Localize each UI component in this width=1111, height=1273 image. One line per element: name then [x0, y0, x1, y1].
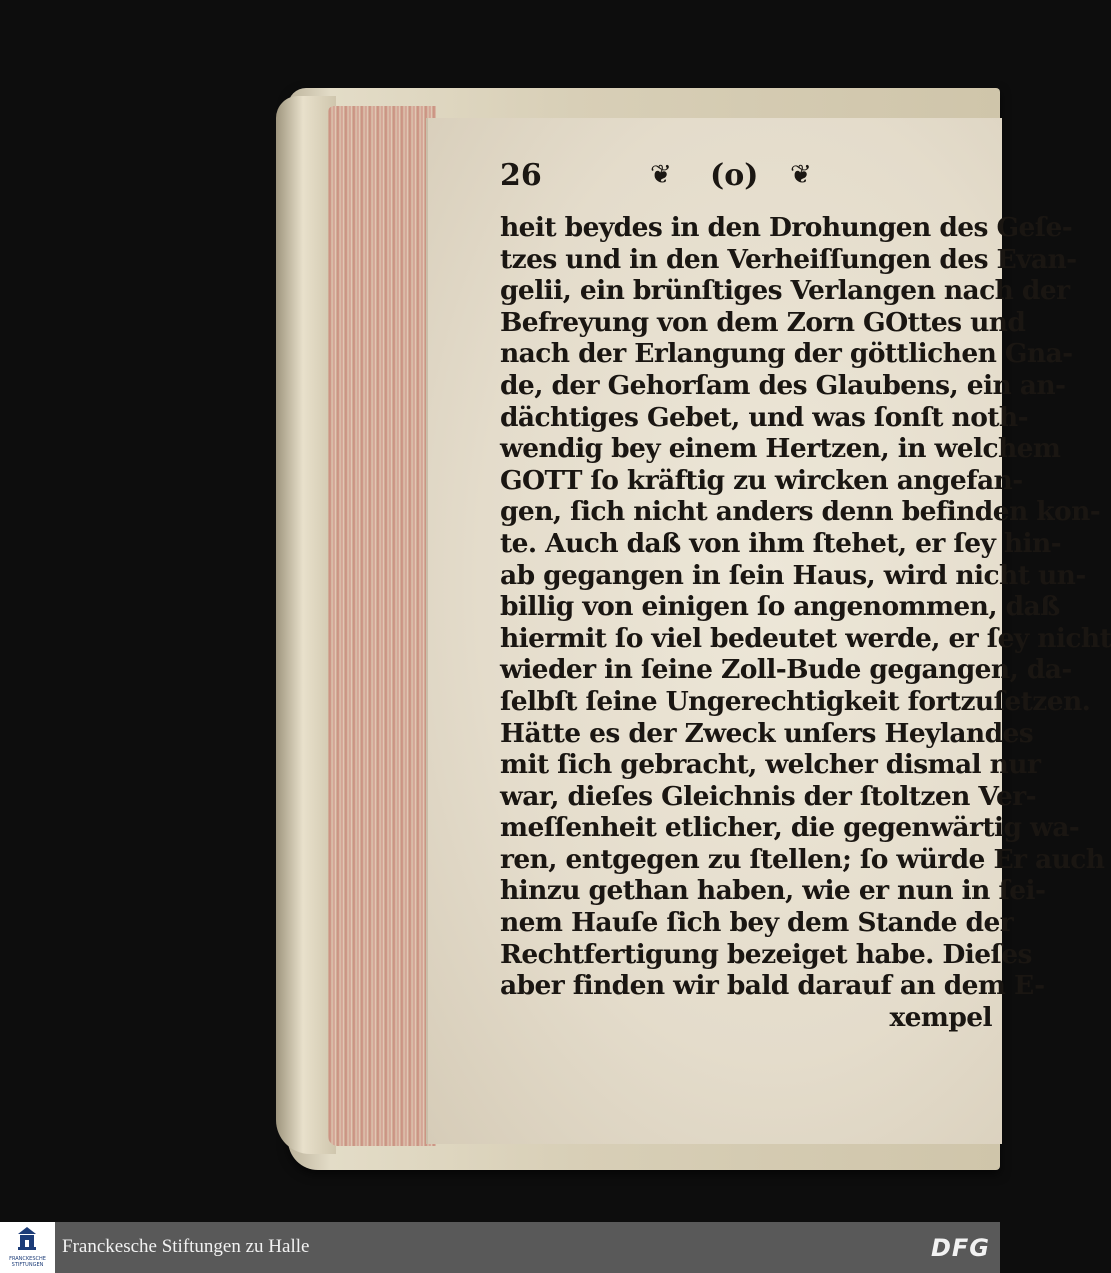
text-line: Rechtfertigung bezeiget habe. Dieſes [500, 938, 1032, 970]
footer-bar [0, 1222, 1000, 1273]
text-line: GOTT ſo kräftig zu wircken angefan- [500, 464, 1023, 496]
text-line: wendig bey einem Hertzen, in welchem [500, 433, 1061, 465]
text-line: dächtiges Gebet, und was ſonſt noth- [500, 401, 1028, 433]
text-line: ren, entgegen zu ſtellen; ſo würde Er auch [500, 843, 1105, 875]
catchword: xempel [889, 1001, 992, 1033]
logo-text-line1: FRANCKESCHE [9, 1256, 46, 1262]
page-number: 26 [500, 158, 542, 193]
text-line: wieder in ſeine Zoll-Bude gegangen, da- [500, 654, 1072, 686]
institution-logo[interactable] [0, 1222, 55, 1273]
text-line: ab gegangen in ſein Haus, wird nicht un- [500, 559, 1086, 591]
text-line: heit beydes in den Drohungen des Geſe- [500, 212, 1073, 243]
text-line: hinzu gethan haben, wie er nun in ſei- [500, 875, 1046, 907]
text-line: gelii, ein brünſtiges Verlangen nach der [500, 275, 1070, 307]
text-line: nem Hauſe ſich bey dem Stande der [500, 907, 1014, 939]
building-emblem-icon [18, 1227, 36, 1251]
book-page [426, 118, 1111, 1144]
text-line: Befreyung von dem Zorn GOttes und [500, 306, 1026, 338]
dfg-logo[interactable]: DFG [930, 1234, 990, 1262]
text-line: mit ſich gebracht, welcher dismal nur [500, 749, 1041, 781]
text-line: nach der Erlangung der göttlichen Gna- [500, 338, 1073, 370]
text-line: tzes und in den Verheiſſungen des Evan- [500, 243, 1077, 275]
body-text [500, 212, 1111, 1002]
text-line: te. Auch daß von ihm ſtehet, er ſey hin- [500, 527, 1062, 559]
logo-text-line2: STIFTUNGEN [11, 1262, 44, 1268]
logo-text [0, 1256, 55, 1268]
book [276, 84, 1111, 1174]
text-line: war, dieſes Gleichnis der ſtoltzen Ver- [500, 780, 1036, 812]
running-head: (o) [710, 158, 759, 193]
page-header [500, 154, 996, 202]
book-spine [276, 96, 336, 1154]
page-text [500, 154, 1111, 1033]
text-line: gen, ſich nicht anders denn befinden kon- [500, 496, 1101, 528]
institution-name: Franckesche Stiftungen zu Halle [62, 1236, 310, 1257]
text-line: hiermit ſo viel bedeutet werde, er ſey nicht [500, 622, 1111, 654]
text-line: de, der Gehorſam des Glaubens, ein an- [500, 369, 1066, 401]
ornament-right-icon: ❦ [790, 160, 812, 190]
page-edges [328, 106, 436, 1146]
text-line: aber finden wir bald darauf an dem E- [500, 970, 1045, 1002]
text-line: billig von einigen ſo angenommen, daß [500, 591, 1060, 623]
text-line: ſelbſt ſeine Ungerechtigkeit fortzuſetzen. [500, 685, 1091, 717]
text-line: Hätte es der Zweck unſers Heylandes [500, 717, 1034, 749]
text-line: meſſenheit etlicher, die gegenwärtig wa- [500, 812, 1080, 844]
ornament-left-icon: ❦ [650, 160, 672, 190]
